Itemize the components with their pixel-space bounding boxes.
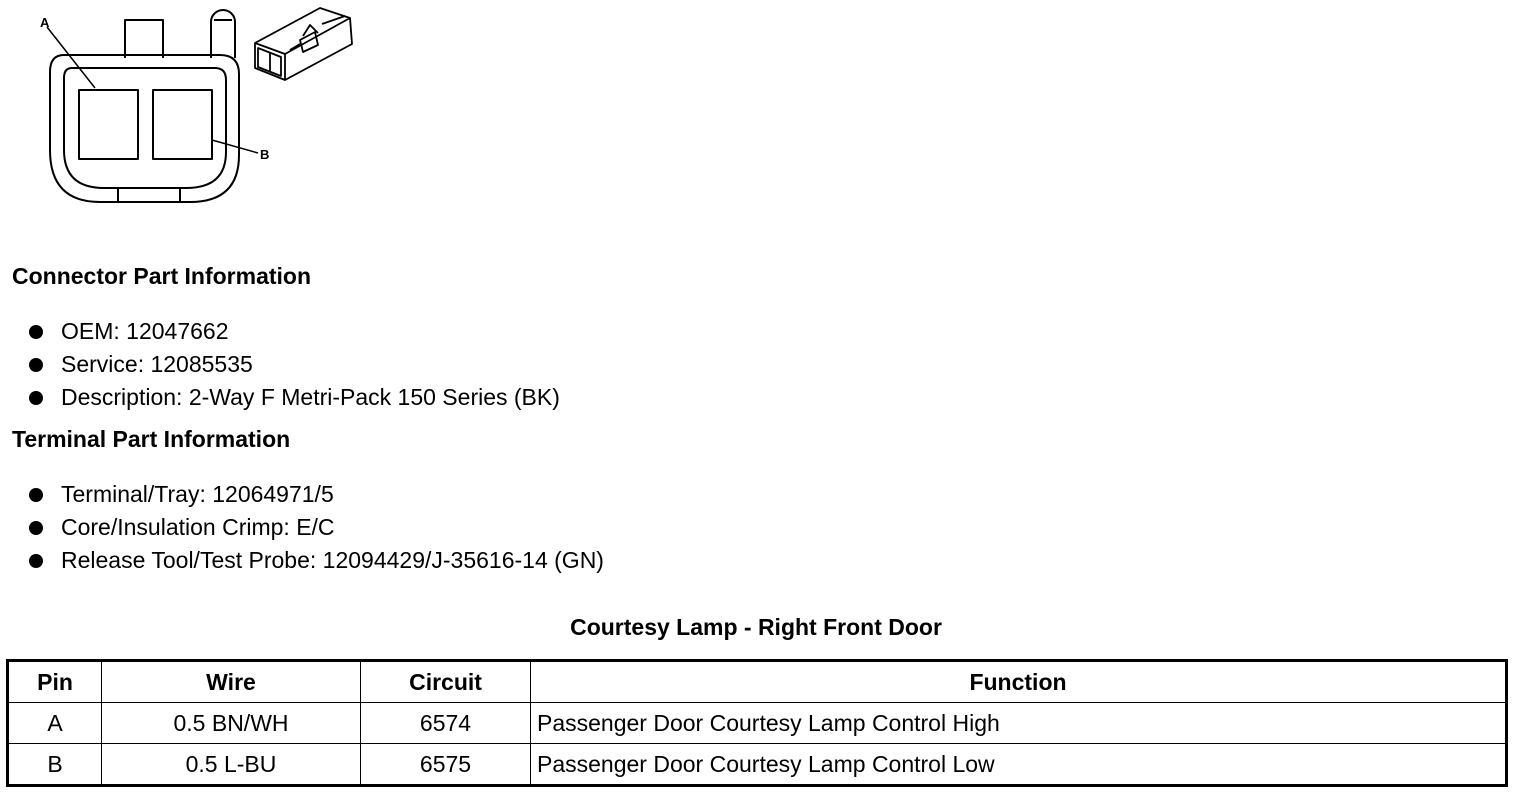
cell-function: Passenger Door Courtesy Lamp Control High (531, 703, 1507, 744)
bullet-icon (29, 521, 43, 535)
header-function: Function (531, 661, 1507, 703)
connector-isometric-icon (255, 8, 352, 80)
connector-description: Description: 2-Way F Metri-Pack 150 Series (BK) (61, 384, 560, 410)
list-item (28, 381, 560, 414)
bullet-icon (29, 554, 43, 568)
pin-table (6, 659, 1508, 787)
bullet-icon (29, 325, 43, 339)
table-title: Courtesy Lamp - Right Front Door (570, 614, 942, 640)
list-item (28, 348, 560, 381)
list-item (28, 544, 604, 577)
cell-pin: B (8, 744, 102, 786)
header-wire: Wire (102, 661, 361, 703)
connector-housing-inner (64, 68, 226, 188)
list-item (28, 478, 604, 511)
cell-circuit: 6574 (361, 703, 531, 744)
cell-function: Passenger Door Courtesy Lamp Control Low (531, 744, 1507, 786)
cell-wire: 0.5 BN/WH (102, 703, 361, 744)
connector-lock-post (211, 10, 235, 58)
pin-b-leader (212, 140, 258, 153)
terminal-info-list (28, 478, 604, 577)
pin-label-b: B (260, 147, 270, 162)
pin-cavity-b (153, 90, 212, 159)
connector-info-list (28, 315, 560, 414)
cell-pin: A (8, 703, 102, 744)
connector-diagram (0, 0, 380, 215)
bullet-icon (29, 488, 43, 502)
table-row (8, 744, 1507, 786)
pin-label-a: A (40, 15, 50, 30)
list-item (28, 315, 560, 348)
connector-service: Service: 12085535 (61, 351, 253, 377)
connector-latch-tab (125, 20, 163, 58)
header-circuit: Circuit (361, 661, 531, 703)
header-pin: Pin (8, 661, 102, 703)
terminal-tray: Terminal/Tray: 12064971/5 (61, 481, 334, 507)
cell-circuit: 6575 (361, 744, 531, 786)
table-header-row (8, 661, 1507, 703)
terminal-release-tool: Release Tool/Test Probe: 12094429/J-35616-14 (GN) (61, 547, 604, 573)
terminal-crimp: Core/Insulation Crimp: E/C (61, 514, 335, 540)
connector-info-heading: Connector Part Information (12, 263, 312, 289)
terminal-info-heading: Terminal Part Information (12, 426, 291, 452)
bullet-icon (29, 358, 43, 372)
table-row (8, 703, 1507, 744)
bullet-icon (29, 391, 43, 405)
connector-oem: OEM: 12047662 (61, 318, 229, 344)
cell-wire: 0.5 L-BU (102, 744, 361, 786)
list-item (28, 511, 604, 544)
pin-cavity-a (79, 90, 138, 159)
